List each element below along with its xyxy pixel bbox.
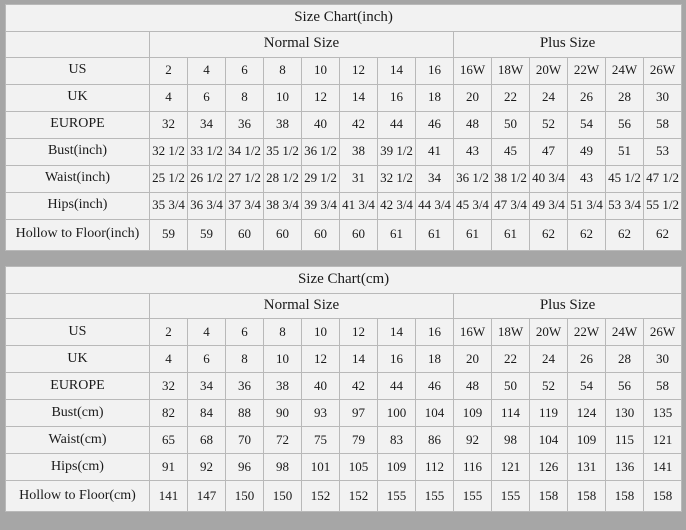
cell: 40 3/4 <box>530 165 568 192</box>
cell: 16 <box>378 84 416 111</box>
table-row <box>6 454 682 481</box>
cell: 62 <box>568 219 606 250</box>
cell: 14 <box>378 57 416 84</box>
table-row <box>6 400 682 427</box>
cell: 16 <box>416 319 454 346</box>
cell: 38 1/2 <box>492 165 530 192</box>
cell: 34 1/2 <box>226 138 264 165</box>
cell: 61 <box>416 219 454 250</box>
cell: 38 <box>340 138 378 165</box>
cell: 158 <box>530 481 568 512</box>
cell: 29 1/2 <box>302 165 340 192</box>
cell: 43 <box>568 165 606 192</box>
group-header-normal-cm: Normal Size <box>150 293 454 318</box>
cell: 59 <box>188 219 226 250</box>
cell: 34 <box>188 111 226 138</box>
cell: 105 <box>340 454 378 481</box>
cell: 10 <box>302 57 340 84</box>
cell: 20 <box>454 346 492 373</box>
cell: 35 3/4 <box>150 192 188 219</box>
cell: 24W <box>606 57 644 84</box>
table-row <box>6 219 682 250</box>
size-chart-cm <box>5 266 682 513</box>
cell: 155 <box>492 481 530 512</box>
cell: 34 <box>188 373 226 400</box>
cell: 44 <box>378 373 416 400</box>
cell: 4 <box>188 57 226 84</box>
cell: 26 <box>568 84 606 111</box>
cell: 8 <box>226 84 264 111</box>
cell: 90 <box>264 400 302 427</box>
cell: 82 <box>150 400 188 427</box>
cell: 55 1/2 <box>644 192 682 219</box>
group-header-plus-inch: Plus Size <box>454 32 682 57</box>
cell: 41 <box>416 138 454 165</box>
cell: 98 <box>492 427 530 454</box>
cell: 50 <box>492 111 530 138</box>
table-row <box>6 192 682 219</box>
cell: 30 <box>644 346 682 373</box>
table-row <box>6 57 682 84</box>
cell: 10 <box>302 319 340 346</box>
cell: 46 <box>416 111 454 138</box>
chart-title-cm: Size Chart(cm) <box>6 266 682 293</box>
cell: 62 <box>606 219 644 250</box>
cell: 18 <box>416 84 454 111</box>
corner-cell-inch <box>6 32 150 57</box>
cell: 22 <box>492 84 530 111</box>
cell: 51 <box>606 138 644 165</box>
cell: 115 <box>606 427 644 454</box>
cell: 8 <box>264 319 302 346</box>
cell: 16W <box>454 319 492 346</box>
cell: 56 <box>606 111 644 138</box>
cell: 109 <box>454 400 492 427</box>
cell: 24 <box>530 346 568 373</box>
cell: 27 1/2 <box>226 165 264 192</box>
cell: 155 <box>454 481 492 512</box>
cell: 22 <box>492 346 530 373</box>
cell: 44 3/4 <box>416 192 454 219</box>
row-label: Hollow to Floor(inch) <box>6 219 150 250</box>
cell: 114 <box>492 400 530 427</box>
cell: 43 <box>454 138 492 165</box>
row-label: Waist(inch) <box>6 165 150 192</box>
table-row <box>6 111 682 138</box>
cell: 32 1/2 <box>150 138 188 165</box>
cell: 109 <box>378 454 416 481</box>
cell: 32 1/2 <box>378 165 416 192</box>
cell: 24W <box>606 319 644 346</box>
cell: 8 <box>226 346 264 373</box>
cell: 61 <box>378 219 416 250</box>
cell: 40 <box>302 373 340 400</box>
cell: 42 <box>340 111 378 138</box>
table-row <box>6 427 682 454</box>
cell: 38 <box>264 373 302 400</box>
cell: 60 <box>264 219 302 250</box>
cell: 61 <box>454 219 492 250</box>
cell: 14 <box>340 346 378 373</box>
chart-title-inch: Size Chart(inch) <box>6 5 682 32</box>
cell: 101 <box>302 454 340 481</box>
cell: 20W <box>530 319 568 346</box>
cell: 36 1/2 <box>302 138 340 165</box>
row-label: Waist(cm) <box>6 427 150 454</box>
cell: 39 1/2 <box>378 138 416 165</box>
cell: 121 <box>492 454 530 481</box>
cell: 45 1/2 <box>606 165 644 192</box>
cell: 12 <box>302 84 340 111</box>
group-header-normal-inch: Normal Size <box>150 32 454 57</box>
cell: 54 <box>568 373 606 400</box>
cell: 39 3/4 <box>302 192 340 219</box>
cell: 36 <box>226 111 264 138</box>
cell: 49 3/4 <box>530 192 568 219</box>
row-label: US <box>6 57 150 84</box>
table-row <box>6 481 682 512</box>
cell: 6 <box>188 84 226 111</box>
cell: 32 <box>150 111 188 138</box>
cell: 4 <box>150 84 188 111</box>
cell: 121 <box>644 427 682 454</box>
cell: 119 <box>530 400 568 427</box>
cell: 53 <box>644 138 682 165</box>
cell: 28 <box>606 346 644 373</box>
cell: 12 <box>340 319 378 346</box>
cell: 36 1/2 <box>454 165 492 192</box>
cell: 12 <box>302 346 340 373</box>
row-label: Bust(inch) <box>6 138 150 165</box>
row-label: US <box>6 319 150 346</box>
cell: 58 <box>644 373 682 400</box>
cell: 37 3/4 <box>226 192 264 219</box>
cell: 22W <box>568 319 606 346</box>
cell: 59 <box>150 219 188 250</box>
cell: 158 <box>606 481 644 512</box>
cell: 14 <box>340 84 378 111</box>
cell: 4 <box>188 319 226 346</box>
size-chart-inch <box>5 4 682 251</box>
cell: 47 <box>530 138 568 165</box>
cell: 141 <box>644 454 682 481</box>
cell: 6 <box>226 319 264 346</box>
row-label: Hips(cm) <box>6 454 150 481</box>
cell: 158 <box>568 481 606 512</box>
cell: 42 <box>340 373 378 400</box>
cell: 46 <box>416 373 454 400</box>
cell: 36 <box>226 373 264 400</box>
cell: 40 <box>302 111 340 138</box>
cell: 70 <box>226 427 264 454</box>
cell: 38 3/4 <box>264 192 302 219</box>
cell: 2 <box>150 319 188 346</box>
cell: 152 <box>340 481 378 512</box>
cell: 48 <box>454 111 492 138</box>
row-label: EUROPE <box>6 111 150 138</box>
cell: 44 <box>378 111 416 138</box>
cell: 18 <box>416 346 454 373</box>
row-label: UK <box>6 84 150 111</box>
cell: 83 <box>378 427 416 454</box>
cell: 25 1/2 <box>150 165 188 192</box>
cell: 49 <box>568 138 606 165</box>
cell: 51 3/4 <box>568 192 606 219</box>
cell: 68 <box>188 427 226 454</box>
cell: 14 <box>378 319 416 346</box>
cell: 6 <box>226 57 264 84</box>
cell: 104 <box>530 427 568 454</box>
group-header-plus-cm: Plus Size <box>454 293 682 318</box>
cell: 38 <box>264 111 302 138</box>
cell: 24 <box>530 84 568 111</box>
cell: 98 <box>264 454 302 481</box>
table-row <box>6 138 682 165</box>
cell: 84 <box>188 400 226 427</box>
cell: 96 <box>226 454 264 481</box>
cell: 52 <box>530 111 568 138</box>
cell: 6 <box>188 346 226 373</box>
cell: 79 <box>340 427 378 454</box>
cell: 41 3/4 <box>340 192 378 219</box>
cell: 97 <box>340 400 378 427</box>
cell: 124 <box>568 400 606 427</box>
cell: 26W <box>644 319 682 346</box>
cell: 30 <box>644 84 682 111</box>
cell: 45 3/4 <box>454 192 492 219</box>
cell: 16 <box>378 346 416 373</box>
row-label: EUROPE <box>6 373 150 400</box>
cell: 34 <box>416 165 454 192</box>
cell: 12 <box>340 57 378 84</box>
cell: 88 <box>226 400 264 427</box>
cell: 141 <box>150 481 188 512</box>
cell: 135 <box>644 400 682 427</box>
cell: 50 <box>492 373 530 400</box>
row-label: Hollow to Floor(cm) <box>6 481 150 512</box>
cell: 62 <box>644 219 682 250</box>
cell: 75 <box>302 427 340 454</box>
cell: 36 3/4 <box>188 192 226 219</box>
cell: 61 <box>492 219 530 250</box>
cell: 52 <box>530 373 568 400</box>
cell: 26 <box>568 346 606 373</box>
cell: 10 <box>264 346 302 373</box>
cell: 93 <box>302 400 340 427</box>
table-row <box>6 373 682 400</box>
cell: 47 1/2 <box>644 165 682 192</box>
cell: 109 <box>568 427 606 454</box>
cell: 2 <box>150 57 188 84</box>
cell: 155 <box>378 481 416 512</box>
cell: 47 3/4 <box>492 192 530 219</box>
row-label: Bust(cm) <box>6 400 150 427</box>
cell: 92 <box>454 427 492 454</box>
cell: 18W <box>492 319 530 346</box>
cell: 26 1/2 <box>188 165 226 192</box>
cell: 62 <box>530 219 568 250</box>
cell: 152 <box>302 481 340 512</box>
cell: 92 <box>188 454 226 481</box>
cell: 28 <box>606 84 644 111</box>
cell: 4 <box>150 346 188 373</box>
row-label: Hips(inch) <box>6 192 150 219</box>
cell: 56 <box>606 373 644 400</box>
table-row <box>6 346 682 373</box>
cell: 16 <box>416 57 454 84</box>
cell: 100 <box>378 400 416 427</box>
cell: 60 <box>226 219 264 250</box>
cell: 48 <box>454 373 492 400</box>
corner-cell-cm <box>6 293 150 318</box>
cell: 54 <box>568 111 606 138</box>
cell: 147 <box>188 481 226 512</box>
cell: 45 <box>492 138 530 165</box>
cell: 65 <box>150 427 188 454</box>
cell: 86 <box>416 427 454 454</box>
cell: 10 <box>264 84 302 111</box>
cell: 42 3/4 <box>378 192 416 219</box>
cell: 35 1/2 <box>264 138 302 165</box>
table-row <box>6 165 682 192</box>
cell: 16W <box>454 57 492 84</box>
table-row <box>6 319 682 346</box>
cell: 91 <box>150 454 188 481</box>
cell: 8 <box>264 57 302 84</box>
cell: 131 <box>568 454 606 481</box>
cell: 58 <box>644 111 682 138</box>
cell: 33 1/2 <box>188 138 226 165</box>
cell: 155 <box>416 481 454 512</box>
cell: 130 <box>606 400 644 427</box>
cell: 116 <box>454 454 492 481</box>
cell: 20W <box>530 57 568 84</box>
cell: 60 <box>302 219 340 250</box>
cell: 22W <box>568 57 606 84</box>
cell: 31 <box>340 165 378 192</box>
cell: 60 <box>340 219 378 250</box>
cell: 104 <box>416 400 454 427</box>
cell: 126 <box>530 454 568 481</box>
cell: 150 <box>226 481 264 512</box>
chart-separator <box>5 256 681 261</box>
cell: 72 <box>264 427 302 454</box>
cell: 32 <box>150 373 188 400</box>
row-label: UK <box>6 346 150 373</box>
cell: 136 <box>606 454 644 481</box>
cell: 53 3/4 <box>606 192 644 219</box>
cell: 28 1/2 <box>264 165 302 192</box>
cell: 150 <box>264 481 302 512</box>
table-row <box>6 84 682 111</box>
cell: 20 <box>454 84 492 111</box>
cell: 26W <box>644 57 682 84</box>
cell: 112 <box>416 454 454 481</box>
cell: 158 <box>644 481 682 512</box>
cell: 18W <box>492 57 530 84</box>
